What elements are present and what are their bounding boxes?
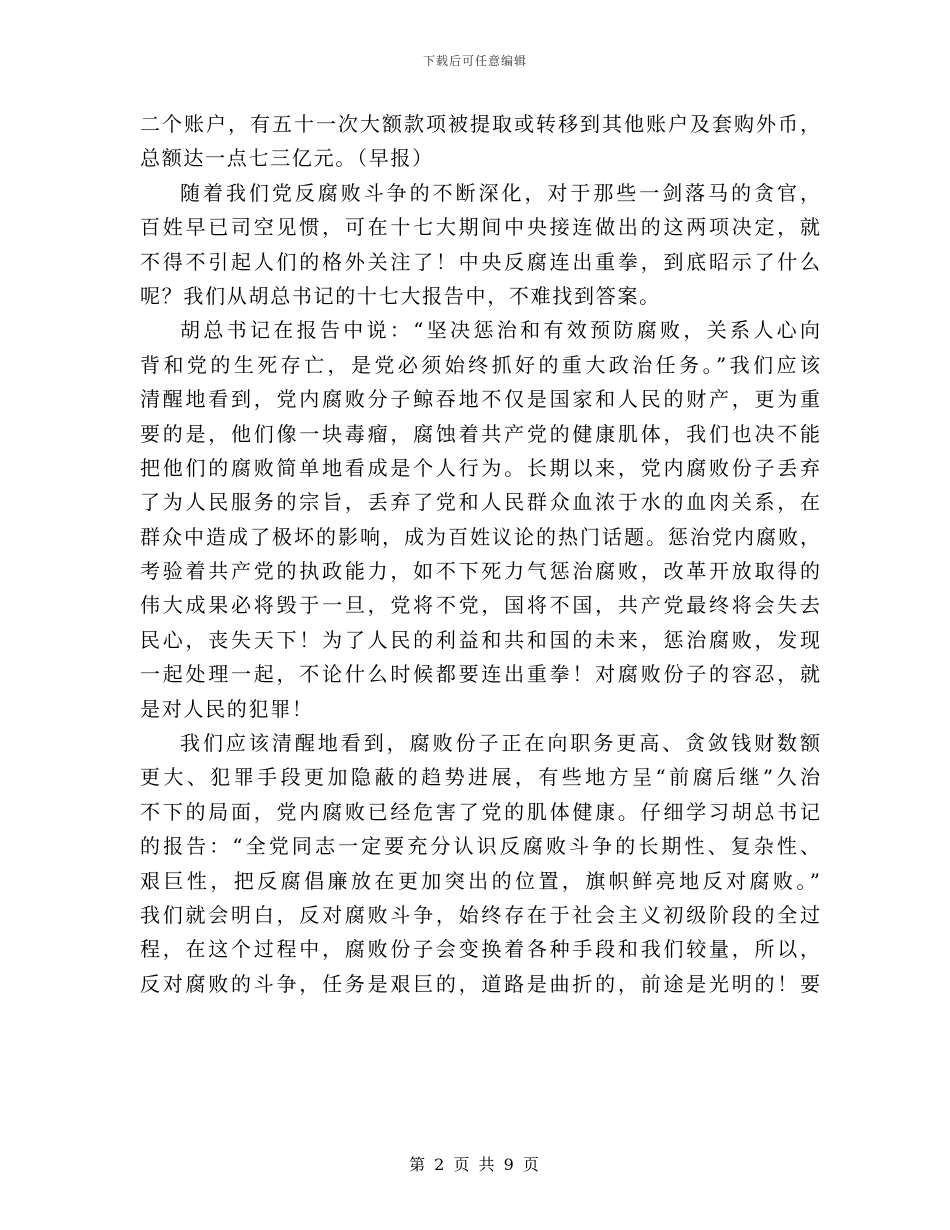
text-line: 我们应该清醒地看到，腐败份子正在向职务更高、贪敛钱财数额 bbox=[180, 731, 820, 756]
text-line: 背和党的生死存亡，是党必须始终抓好的重大政治任务。”我们应该 bbox=[140, 352, 820, 377]
page-number: 第 2 页 共 9 页 bbox=[409, 1155, 541, 1174]
text-line: 程，在这个过程中，腐败份子会变换着各种手段和我们较量，所以， bbox=[140, 937, 820, 962]
text-line: 我们就会明白，反对腐败斗争，始终存在于社会主义初级阶段的全过 bbox=[140, 902, 820, 927]
text-line: 艰巨性，把反腐倡廉放在更加突出的位置，旗帜鲜亮地反对腐败。” bbox=[140, 868, 820, 893]
document-body bbox=[140, 107, 820, 1001]
text-line: 不下的局面，党内腐败已经危害了党的肌体健康。仔细学习胡总书记 bbox=[140, 799, 820, 824]
text-line: 考验着共产党的执政能力，如不下死力气惩治腐败，改革开放取得的 bbox=[140, 559, 820, 584]
text-line: 二个账户，有五十一次大额款项被提取或转移到其他账户及套购外币， bbox=[140, 112, 820, 136]
text-line: 呢？我们从胡总书记的十七大报告中，不难找到答案。 bbox=[140, 283, 661, 308]
text-line: 百姓早已司空见惯，可在十七大期间中央接连做出的这两项决定，就 bbox=[140, 215, 820, 240]
text-line: 把他们的腐败简单地看成是个人行为。长期以来，党内腐败份子丢弃 bbox=[140, 455, 820, 480]
text-line: 随着我们党反腐败斗争的不断深化，对于那些一剑落马的贪官， bbox=[180, 180, 820, 205]
text-line: 伟大成果必将毁于一旦，党将不党，国将不国，共产党最终将会失去 bbox=[140, 593, 820, 618]
text-line: 一起处理一起，不论什么时候都要连出重拳！对腐败份子的容忍，就 bbox=[140, 662, 820, 687]
text-line: 的报告：“全党同志一定要充分认识反腐败斗争的长期性、复杂性、 bbox=[140, 834, 820, 859]
text-line: 反对腐败的斗争，任务是艰巨的，道路是曲折的，前途是光明的！要 bbox=[140, 971, 820, 996]
text-line: 清醒地看到，党内腐败分子鲸吞地不仅是国家和人民的财产，更为重 bbox=[140, 387, 820, 412]
text-line: 要的是，他们像一块毒瘤，腐蚀着共产党的健康肌体，我们也决不能 bbox=[140, 421, 820, 446]
text-line: 胡总书记在报告中说：“坚决惩治和有效预防腐败，关系人心向 bbox=[180, 318, 820, 343]
text-line: 民心，丧失天下！为了人民的利益和共和国的未来，惩治腐败，发现 bbox=[140, 627, 820, 652]
text-line: 了为人民服务的宗旨，丢弃了党和人民群众血浓于水的血肉关系，在 bbox=[140, 490, 820, 515]
text-line: 不得不引起人们的格外关注了！中央反腐连出重拳，到底昭示了什么 bbox=[140, 249, 820, 274]
text-line: 是对人民的犯罪！ bbox=[140, 696, 314, 721]
text-line: 更大、犯罪手段更加隐蔽的趋势进展，有些地方呈“前腐后继”久治 bbox=[140, 765, 820, 790]
page-header-note: 下载后可任意编辑 bbox=[422, 54, 527, 68]
text-line: 群众中造成了极坏的影响，成为百姓议论的热门话题。惩治党内腐败， bbox=[140, 524, 820, 549]
text-line: 总额达一点七三亿元。（早报） bbox=[140, 146, 434, 171]
